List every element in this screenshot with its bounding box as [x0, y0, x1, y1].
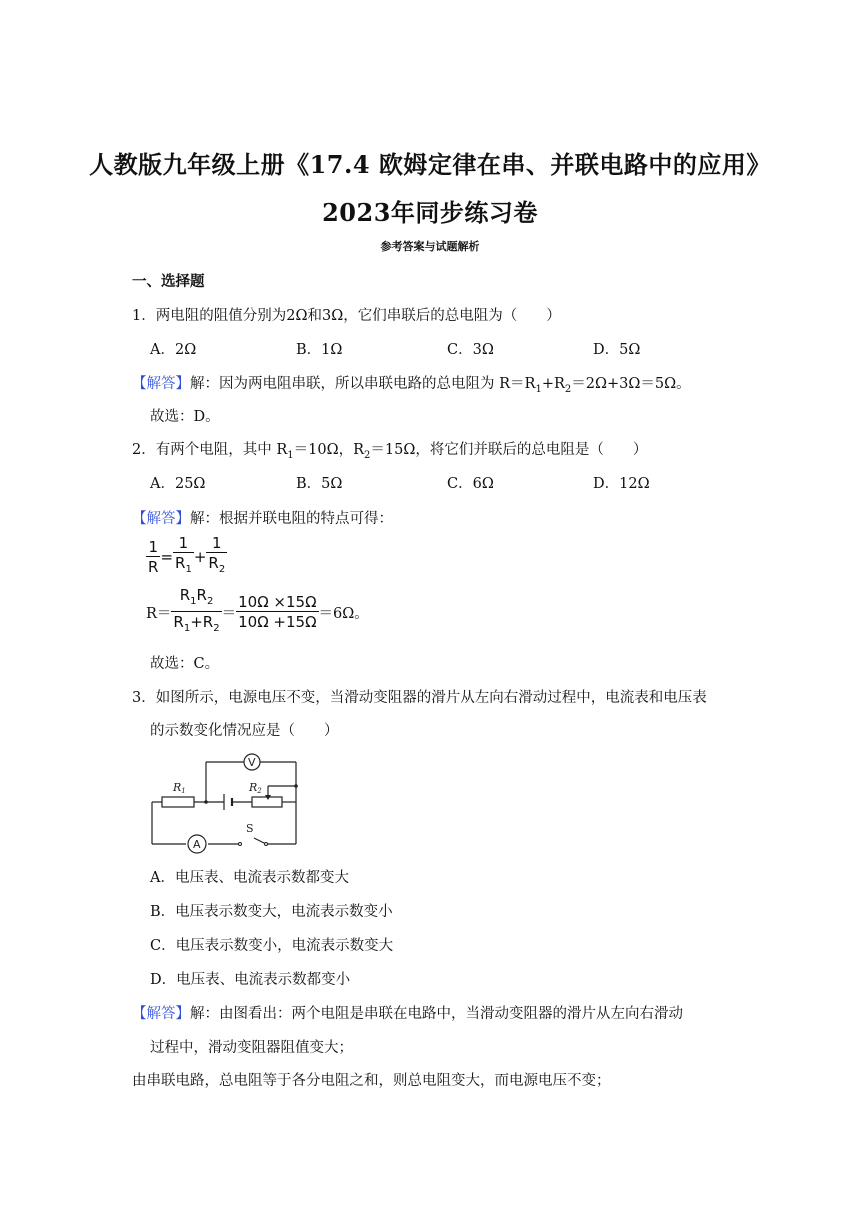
document-title-line1: 人教版九年级上册《17.4 欧姆定律在串、并联电路中的应用》	[89, 150, 771, 179]
q2-option-d: D．12Ω	[593, 476, 650, 492]
resistor-r1	[162, 797, 194, 807]
q2-stem-a: 2．有两个电阻，其中 R	[132, 442, 288, 458]
q3-stem-line1: 3．如图所示，电源电压不变，当滑动变阻器的滑片从左向右滑动过程中，电流表和电压表	[132, 690, 707, 706]
document-subtitle: 参考答案与试题解析	[380, 240, 480, 253]
q2-option-a: A．25Ω	[150, 476, 206, 492]
formula2-product-over-sum: $\frac{R_1R_2}{R_1+R_2}$	[173, 586, 220, 634]
q1-stem: 1．两电阻的阻值分别为2Ω和3Ω，它们串联后的总电阻为（ ）	[132, 308, 561, 324]
document-title-line2: 2023年同步练习卷	[322, 198, 538, 227]
q3-circuit-diagram	[146, 748, 306, 856]
section-heading: 一、选择题	[132, 273, 205, 290]
label-ammeter: A	[193, 838, 201, 851]
q3-answer-line1	[132, 1002, 683, 1023]
q3-stem-line2: 的示数变化情况应是（ ）	[150, 723, 339, 739]
q2-stem-sub1: 1	[287, 449, 294, 461]
formula1-lhs: $\frac{1}{R}$	[148, 537, 159, 576]
q2-answer-tag: 【解答】	[132, 511, 190, 527]
q1-choice: 故选：D。	[150, 409, 220, 425]
q1-answer-sub1: 1	[535, 383, 542, 395]
q3-answer-line2: 过程中，滑动变阻器阻值变大；	[150, 1040, 353, 1056]
resistor-r2	[252, 797, 282, 807]
q1-answer-text-c: ＝2Ω+3Ω＝5Ω。	[571, 376, 691, 392]
q3-option-a: A．电压表、电流表示数都变大	[150, 870, 349, 886]
q1-answer-text-b: +R	[541, 376, 565, 392]
q2-formula-result: R＝ $\frac{R_1R_2}{R_1+R_2}$ ＝ $\frac{10\Omega \times 15\Omega}{10\Omega +15\Omega}$ ＝6Ω。	[146, 586, 369, 639]
q1-option-b: B．1Ω	[296, 342, 343, 358]
q2-stem-sub2: 2	[364, 449, 371, 461]
q3-option-b: B．电压表示数变大，电流表示数变小	[150, 904, 393, 920]
q2-stem-b: ＝10Ω，R	[293, 442, 365, 458]
q2-answer	[132, 507, 393, 528]
label-r1: R1	[173, 781, 186, 795]
q2-option-b: B．5Ω	[296, 476, 343, 492]
q1-answer	[132, 372, 691, 395]
label-r2: R2	[249, 781, 262, 795]
label-switch: S	[246, 822, 254, 835]
q1-option-c: C．3Ω	[447, 342, 494, 358]
formula1-term1: $\frac{1}{R_1}$	[175, 534, 192, 575]
q2-answer-text: 解：根据并联电阻的特点可得：	[190, 511, 393, 527]
formula1-term2: $\frac{1}{R_2}$	[208, 534, 226, 575]
label-voltmeter: V	[248, 756, 256, 769]
q2-formula-parallel: $\frac{1}{R}$ = $\frac{1}{R_1}$ + $\frac{1}{R_2}$	[146, 534, 227, 580]
q3-answer-tag: 【解答】	[132, 1006, 190, 1022]
q2-stem	[132, 438, 647, 461]
q1-option-d: D．5Ω	[593, 342, 641, 358]
q1-answer-text-a: 解：因为两电阻串联，所以串联电路的总电阻为 R＝R	[190, 376, 536, 392]
q1-answer-tag: 【解答】	[132, 376, 190, 392]
q3-option-d: D．电压表、电流表示数都变小	[150, 972, 351, 988]
q3-option-c: C．电压表示数变小，电流表示数变大	[150, 938, 394, 954]
q3-answer-text1: 解：由图看出：两个电阻是串联在电路中，当滑动变阻器的滑片从左向右滑动	[190, 1006, 683, 1022]
formula2-values: $\frac{10\Omega \times 15\Omega}{10\Omega +15\Omega}$	[238, 593, 317, 631]
q1-option-a: A．2Ω	[150, 342, 197, 358]
q1-answer-sub2: 2	[564, 383, 572, 395]
q2-choice: 故选：C。	[150, 656, 220, 672]
q2-stem-c: ＝15Ω，将它们并联后的总电阻是（ ）	[370, 442, 648, 458]
q2-option-c: C．6Ω	[447, 476, 494, 492]
q3-answer-line3: 由串联电路，总电阻等于各分电阻之和，则总电阻变大，而电源电压不变；	[132, 1073, 611, 1089]
